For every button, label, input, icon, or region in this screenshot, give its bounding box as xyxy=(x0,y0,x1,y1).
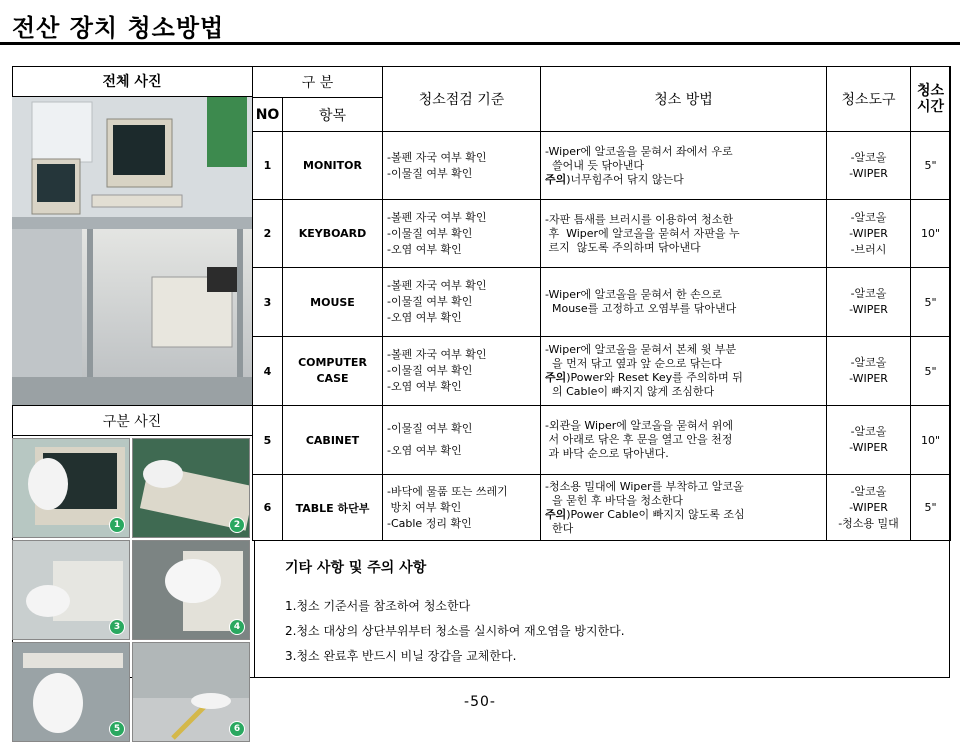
row-tools xyxy=(827,268,911,337)
note-item: 1.청소 기준서를 참조하여 청소한다 xyxy=(285,599,471,613)
detail-photo-cabinet xyxy=(12,642,130,742)
method-line: 을 먼저 닦고 옆과 앞 순으로 닦는다 xyxy=(545,357,722,370)
criteria-line: -Cable 정리 확인 xyxy=(387,516,472,530)
tool-line: -알코올 xyxy=(850,210,887,224)
note-text: )Power와 Reset Key를 주의하며 뒤 xyxy=(566,371,743,384)
row-method xyxy=(541,475,827,541)
criteria-line: -이물질 여부 확인 xyxy=(387,166,473,180)
row-method xyxy=(541,200,827,268)
method-line: 의 Cable이 빠지지 않게 조심한다 xyxy=(545,385,715,398)
table-row xyxy=(253,406,951,475)
page-number: -50- xyxy=(464,694,496,710)
row-criteria xyxy=(383,475,541,541)
row-no: 4 xyxy=(253,337,283,406)
detail-photo-case xyxy=(132,540,250,640)
note-text: )너무힘주어 닦지 않는다 xyxy=(566,172,684,186)
method-line: -청소용 밀대에 Wiper를 부착하고 알코올 xyxy=(545,479,744,493)
row-criteria xyxy=(383,268,541,337)
note-label: 주의 xyxy=(545,371,567,384)
method-note xyxy=(545,371,822,385)
photo-column xyxy=(12,66,252,734)
overall-photo-header: 전체 사진 xyxy=(12,66,252,97)
criteria-line: 방치 여부 확인 xyxy=(387,500,462,514)
row-time: 10" xyxy=(911,200,951,268)
detail-photo-monitor xyxy=(12,438,130,538)
method-line: 후 Wiper에 알코올을 묻혀서 자판을 누 xyxy=(545,226,740,240)
photo-badge: 1 xyxy=(109,517,125,533)
row-item xyxy=(283,337,383,406)
photo-badge: 2 xyxy=(229,517,245,533)
detail-photo-header: 구분 사진 xyxy=(12,406,252,436)
tool-line: -WIPER xyxy=(849,166,888,180)
row-item: MOUSE xyxy=(283,268,383,337)
method-line: -자판 틈새를 브러시를 이용하여 청소한 xyxy=(545,212,733,226)
header-tool: 청소도구 xyxy=(827,67,911,132)
method-note xyxy=(545,508,822,522)
method-line: -외관을 Wiper에 알코올을 묻혀서 위에 xyxy=(545,419,734,432)
method-line: 서 아래로 닦은 후 문을 열고 안을 천정 xyxy=(545,433,733,446)
row-tools xyxy=(827,337,911,406)
header-no: NO xyxy=(253,98,283,132)
criteria-line: -이물질 여부 확인 xyxy=(387,295,473,308)
photo-badge: 5 xyxy=(109,721,125,737)
method-line: -Wiper에 알코올을 묻혀서 한 손으로 xyxy=(545,288,722,301)
tool-line: -WIPER xyxy=(849,372,888,385)
row-item: MONITOR xyxy=(283,132,383,200)
note-label: 주의 xyxy=(545,507,567,521)
tool-line: -알코올 xyxy=(850,356,887,369)
photo-badge: 3 xyxy=(109,619,125,635)
criteria-line: -바닥에 물품 또는 쓰레기 xyxy=(387,484,508,498)
row-tools xyxy=(827,475,911,541)
row-criteria xyxy=(383,200,541,268)
item-line: COMPUTER xyxy=(298,356,367,369)
header-time-line2: 시간 xyxy=(916,99,945,115)
photo-badge: 4 xyxy=(229,619,245,635)
photo-badge: 6 xyxy=(229,721,245,737)
title-rule xyxy=(0,42,960,45)
row-tools xyxy=(827,132,911,200)
row-time: 5" xyxy=(911,475,951,541)
criteria-line: -오염 여부 확인 xyxy=(387,444,462,457)
criteria-line: -이물질 여부 확인 xyxy=(387,226,473,240)
tool-line: -알코올 xyxy=(850,425,887,438)
header-time xyxy=(911,67,951,132)
row-tools xyxy=(827,406,911,475)
row-no: 3 xyxy=(253,268,283,337)
header-item: 항목 xyxy=(283,98,383,132)
overall-photo xyxy=(12,97,252,406)
table-row xyxy=(253,268,951,337)
row-item: TABLE 하단부 xyxy=(283,475,383,541)
method-line: 한다 xyxy=(545,521,574,535)
method-line: 을 묻힌 후 바닥을 청소한다 xyxy=(545,493,683,507)
criteria-line: -볼펜 자국 여부 확인 xyxy=(387,348,487,361)
row-time: 10" xyxy=(911,406,951,475)
row-criteria xyxy=(383,406,541,475)
criteria-line: -오염 여부 확인 xyxy=(387,380,462,393)
row-method xyxy=(541,337,827,406)
method-line: 과 바닥 순으로 닦아낸다. xyxy=(545,447,669,460)
item-line: CASE xyxy=(316,372,349,385)
table-row xyxy=(253,337,951,406)
note-text: )Power Cable이 빠지지 않도록 조심 xyxy=(566,507,745,521)
note-item: 3.청소 완료후 반드시 비닐 장갑을 교체한다. xyxy=(285,649,517,663)
criteria-line: -오염 여부 확인 xyxy=(387,311,462,324)
tool-line: -알코올 xyxy=(850,484,887,498)
method-line: 쓸어내 듯 닦아낸다 xyxy=(545,158,644,172)
row-no: 5 xyxy=(253,406,283,475)
tool-line: -WIPER xyxy=(849,500,888,514)
row-time: 5" xyxy=(911,337,951,406)
criteria-line: -오염 여부 확인 xyxy=(387,242,462,256)
row-method xyxy=(541,132,827,200)
tool-line: -알코올 xyxy=(850,287,887,300)
header-category: 구 분 xyxy=(253,67,383,98)
method-line: -Wiper에 알코올을 묻혀서 본체 윗 부분 xyxy=(545,343,737,356)
tool-line: -WIPER xyxy=(849,226,888,240)
row-item: CABINET xyxy=(283,406,383,475)
table-row xyxy=(253,200,951,268)
tool-line: -알코올 xyxy=(850,150,887,164)
note-item: 2.청소 대상의 상단부위부터 청소를 실시하여 재오염을 방지한다. xyxy=(285,624,625,638)
row-method xyxy=(541,268,827,337)
detail-photo-keyboard xyxy=(132,438,250,538)
workstation-illustration xyxy=(12,97,252,406)
cleaning-table xyxy=(252,66,951,541)
row-item: KEYBOARD xyxy=(283,200,383,268)
row-criteria xyxy=(383,337,541,406)
method-line: -Wiper에 알코올을 묻혀서 좌에서 우로 xyxy=(545,144,733,158)
table-row xyxy=(253,132,951,200)
method-line: 르지 않도록 주의하며 닦아낸다 xyxy=(545,240,701,254)
header-criteria: 청소점검 기준 xyxy=(383,67,541,132)
criteria-line: -이물질 여부 확인 xyxy=(387,364,473,377)
note-label: 주의 xyxy=(545,172,567,186)
criteria-line: -볼펜 자국 여부 확인 xyxy=(387,210,487,224)
criteria-line: -이물질 여부 확인 xyxy=(387,422,473,435)
detail-photo-mouse xyxy=(12,540,130,640)
header-method: 청소 방법 xyxy=(541,67,827,132)
tool-line: -WIPER xyxy=(849,303,888,316)
page-title: 전산 장치 청소방법 xyxy=(12,14,225,42)
row-criteria xyxy=(383,132,541,200)
row-no: 6 xyxy=(253,475,283,541)
tool-line: -청소용 밀대 xyxy=(838,516,899,530)
row-time: 5" xyxy=(911,132,951,200)
table-row xyxy=(253,475,951,541)
header-time-line1: 청소 xyxy=(916,83,945,99)
tool-line: -WIPER xyxy=(849,441,888,454)
detail-photo-table xyxy=(132,642,250,742)
notes-box xyxy=(254,540,950,678)
row-no: 1 xyxy=(253,132,283,200)
row-time: 5" xyxy=(911,268,951,337)
row-method xyxy=(541,406,827,475)
notes-title: 기타 사항 및 주의 사항 xyxy=(285,560,427,576)
method-line: Mouse를 고정하고 오염부를 닦아낸다 xyxy=(545,302,737,315)
tool-line: -브러시 xyxy=(850,242,887,256)
row-no: 2 xyxy=(253,200,283,268)
criteria-line: -볼펜 자국 여부 확인 xyxy=(387,150,487,164)
row-tools xyxy=(827,200,911,268)
criteria-line: -볼펜 자국 여부 확인 xyxy=(387,279,487,292)
method-note xyxy=(545,173,822,187)
